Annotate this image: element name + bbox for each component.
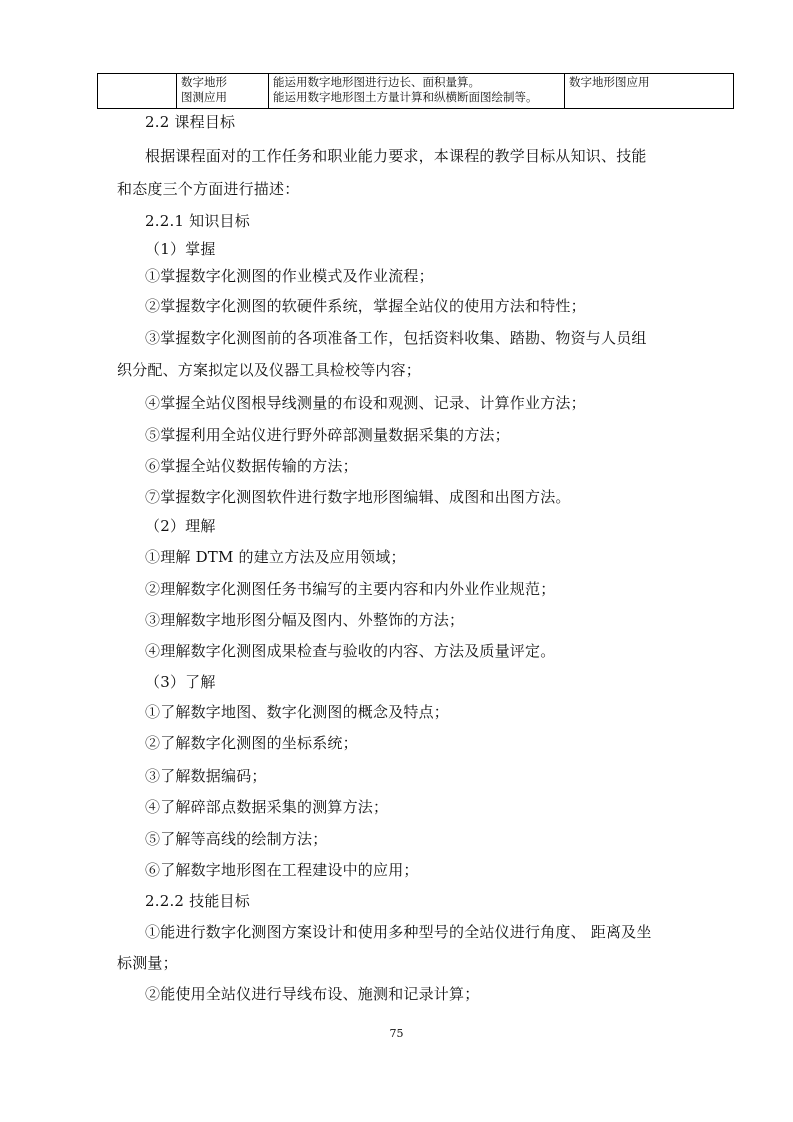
list-item: ①能进行数字化测图方案设计和使用多种型号的全站仪进行角度、 距离及坐 xyxy=(145,923,652,941)
list-heading: （1）掌握 xyxy=(145,240,216,258)
module-name-line-1: 数字地形 xyxy=(181,75,227,89)
list-item: ④掌握全站仪图根导线测量的布设和观测、记录、计算作业方法； xyxy=(145,394,586,412)
page-number: 75 xyxy=(389,1027,404,1040)
list-heading: （2）理解 xyxy=(145,517,216,535)
ability-line-2: 能运用数字地形图土方量计算和纵横断面图绘制等。 xyxy=(273,90,538,104)
paragraph-line: 根据课程面对的工作任务和职业能力要求，本课程的教学目标从知识、技能 xyxy=(145,147,647,165)
list-item: ②了解数字化测图的坐标系统； xyxy=(145,734,358,752)
list-item: ①了解数字地图、数字化测图的概念及特点； xyxy=(145,703,450,721)
table-cell-empty xyxy=(98,74,177,109)
subsection-heading-2-2-2: 2.2.2 技能目标 xyxy=(145,892,250,910)
list-item-continuation: 标测量； xyxy=(117,954,178,972)
list-item: ⑤掌握利用全站仪进行野外碎部测量数据采集的方法； xyxy=(145,426,510,444)
list-item: ④理解数字化测图成果检查与验收的内容、方法及质量评定。 xyxy=(145,642,556,660)
table-cell-ability xyxy=(269,74,565,109)
table-row xyxy=(98,74,734,109)
list-item: ②理解数字化测图任务书编写的主要内容和内外业作业规范； xyxy=(145,580,556,598)
list-item: ⑦掌握数字化测图软件进行数字地形图编辑、成图和出图方法。 xyxy=(145,488,571,506)
table-cell-content: 数字地形图应用 xyxy=(565,74,734,109)
list-item: ③了解数据编码； xyxy=(145,767,267,785)
list-item: ③理解数字地形图分幅及图内、外整饰的方法； xyxy=(145,611,465,629)
list-item: ②能使用全站仪进行导线布设、施测和记录计算； xyxy=(145,985,480,1003)
paragraph-line: 和态度三个方面进行描述： xyxy=(117,180,300,198)
list-item: ③掌握数字化测图前的各项准备工作，包括资料收集、踏勘、物资与人员组 xyxy=(145,329,647,347)
list-item: ⑥了解数字地形图在工程建设中的应用； xyxy=(145,861,419,879)
competency-table xyxy=(97,73,734,109)
subsection-heading-2-2-1: 2.2.1 知识目标 xyxy=(145,212,250,230)
module-name-line-2: 图测应用 xyxy=(181,90,227,104)
table-cell-module xyxy=(177,74,269,109)
list-item: ④了解碎部点数据采集的测算方法； xyxy=(145,798,389,816)
list-item: ①掌握数字化测图的作业模式及作业流程； xyxy=(145,267,434,285)
list-heading: （3）了解 xyxy=(145,673,216,691)
list-item-continuation: 织分配、方案拟定以及仪器工具检校等内容； xyxy=(117,361,422,379)
list-item: ①理解 DTM 的建立方法及应用领域； xyxy=(145,548,406,566)
list-item: ②掌握数字化测图的软硬件系统，掌握全站仪的使用方法和特性； xyxy=(145,297,586,315)
list-item: ⑤了解等高线的绘制方法； xyxy=(145,830,328,848)
ability-line-1: 能运用数字地形图进行边长、面积量算。 xyxy=(273,75,480,89)
list-item: ⑥掌握全站仪数据传输的方法； xyxy=(145,457,358,475)
section-heading-2-2: 2.2 课程目标 xyxy=(145,113,236,131)
